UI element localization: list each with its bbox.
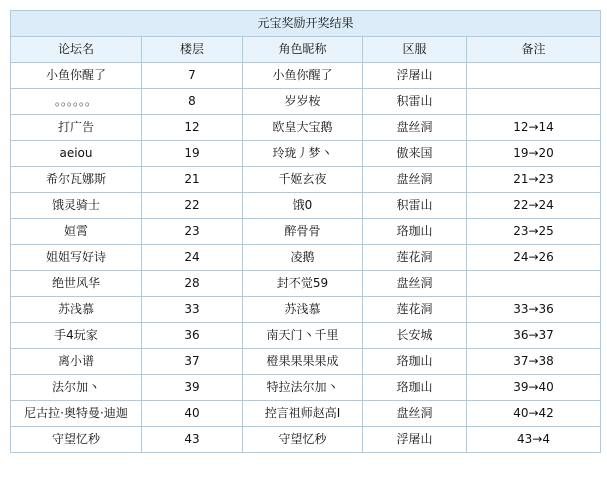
table-row	[11, 193, 601, 219]
header-row	[11, 37, 601, 63]
floor-cell: 37	[142, 349, 243, 375]
results-table	[10, 10, 601, 453]
remark-cell: 22→24	[467, 193, 601, 219]
table-row	[11, 219, 601, 245]
table-row	[11, 245, 601, 271]
table-row	[11, 167, 601, 193]
server-cell: 傲来国	[363, 141, 467, 167]
server-cell: 长安城	[363, 323, 467, 349]
character-name-cell: 封不觉59	[243, 271, 363, 297]
column-header-character-name: 角色昵称	[243, 37, 363, 63]
character-name-cell: 饿0	[243, 193, 363, 219]
remark-cell: 12→14	[467, 115, 601, 141]
floor-cell: 21	[142, 167, 243, 193]
remark-cell: 19→20	[467, 141, 601, 167]
character-name-cell: 苏浅慕	[243, 297, 363, 323]
forum-name-cell: 。。。。。。	[11, 89, 142, 115]
floor-cell: 39	[142, 375, 243, 401]
server-cell: 珞珈山	[363, 349, 467, 375]
character-name-cell: 凌鹅	[243, 245, 363, 271]
server-cell: 浮屠山	[363, 427, 467, 453]
forum-name-cell: 希尔瓦娜斯	[11, 167, 142, 193]
table-row	[11, 271, 601, 297]
character-name-cell: 岁岁桉	[243, 89, 363, 115]
column-header-server: 区服	[363, 37, 467, 63]
floor-cell: 8	[142, 89, 243, 115]
forum-name-cell: 离小谱	[11, 349, 142, 375]
forum-name-cell: 尼古拉·奥特曼·迪迦	[11, 401, 142, 427]
floor-cell: 24	[142, 245, 243, 271]
forum-name-cell: aeiou	[11, 141, 142, 167]
table-row	[11, 63, 601, 89]
table-row	[11, 89, 601, 115]
forum-name-cell: 守望忆秒	[11, 427, 142, 453]
forum-name-cell: 姮霄	[11, 219, 142, 245]
floor-cell: 22	[142, 193, 243, 219]
remark-cell: 40→42	[467, 401, 601, 427]
table-row	[11, 401, 601, 427]
server-cell: 珞珈山	[363, 375, 467, 401]
server-cell: 盘丝洞	[363, 167, 467, 193]
remark-cell: 33→36	[467, 297, 601, 323]
server-cell: 浮屠山	[363, 63, 467, 89]
table-row	[11, 375, 601, 401]
column-header-remark: 备注	[467, 37, 601, 63]
server-cell: 盘丝洞	[363, 271, 467, 297]
forum-name-cell: 手4玩家	[11, 323, 142, 349]
remark-cell	[467, 63, 601, 89]
remark-cell: 39→40	[467, 375, 601, 401]
character-name-cell: 千姬玄夜	[243, 167, 363, 193]
server-cell: 珞珈山	[363, 219, 467, 245]
server-cell: 盘丝洞	[363, 401, 467, 427]
remark-cell: 36→37	[467, 323, 601, 349]
remark-cell: 24→26	[467, 245, 601, 271]
table-row	[11, 297, 601, 323]
character-name-cell: 醉骨骨	[243, 219, 363, 245]
table-title: 元宝奖励开奖结果	[11, 11, 601, 37]
floor-cell: 40	[142, 401, 243, 427]
character-name-cell: 小鱼你醒了	[243, 63, 363, 89]
server-cell: 盘丝洞	[363, 115, 467, 141]
forum-name-cell: 打广告	[11, 115, 142, 141]
remark-cell	[467, 271, 601, 297]
floor-cell: 28	[142, 271, 243, 297]
table-row	[11, 349, 601, 375]
forum-name-cell: 苏浅慕	[11, 297, 142, 323]
floor-cell: 33	[142, 297, 243, 323]
floor-cell: 36	[142, 323, 243, 349]
character-name-cell: 守望忆秒	[243, 427, 363, 453]
title-row	[11, 11, 601, 37]
column-header-floor: 楼层	[142, 37, 243, 63]
character-name-cell: 欧皇大宝鹅	[243, 115, 363, 141]
results-container	[10, 10, 600, 453]
floor-cell: 7	[142, 63, 243, 89]
forum-name-cell: 姐姐写好诗	[11, 245, 142, 271]
remark-cell: 37→38	[467, 349, 601, 375]
table-row	[11, 323, 601, 349]
floor-cell: 12	[142, 115, 243, 141]
character-name-cell: 南天门丶千里	[243, 323, 363, 349]
forum-name-cell: 小鱼你醒了	[11, 63, 142, 89]
remark-cell: 21→23	[467, 167, 601, 193]
character-name-cell: 特拉法尔加丶	[243, 375, 363, 401]
forum-name-cell: 法尔加丶	[11, 375, 142, 401]
column-header-forum-name: 论坛名	[11, 37, 142, 63]
table-row	[11, 141, 601, 167]
table-row	[11, 115, 601, 141]
server-cell: 莲花洞	[363, 297, 467, 323]
floor-cell: 19	[142, 141, 243, 167]
server-cell: 积雷山	[363, 89, 467, 115]
floor-cell: 23	[142, 219, 243, 245]
character-name-cell: 控言祖师赵高I	[243, 401, 363, 427]
remark-cell: 23→25	[467, 219, 601, 245]
server-cell: 莲花洞	[363, 245, 467, 271]
remark-cell	[467, 89, 601, 115]
server-cell: 积雷山	[363, 193, 467, 219]
table-row	[11, 427, 601, 453]
remark-cell: 43→4	[467, 427, 601, 453]
character-name-cell: 橙果果果果成	[243, 349, 363, 375]
character-name-cell: 玲珑丿梦丶	[243, 141, 363, 167]
forum-name-cell: 饿灵骑士	[11, 193, 142, 219]
forum-name-cell: 绝世风华	[11, 271, 142, 297]
floor-cell: 43	[142, 427, 243, 453]
